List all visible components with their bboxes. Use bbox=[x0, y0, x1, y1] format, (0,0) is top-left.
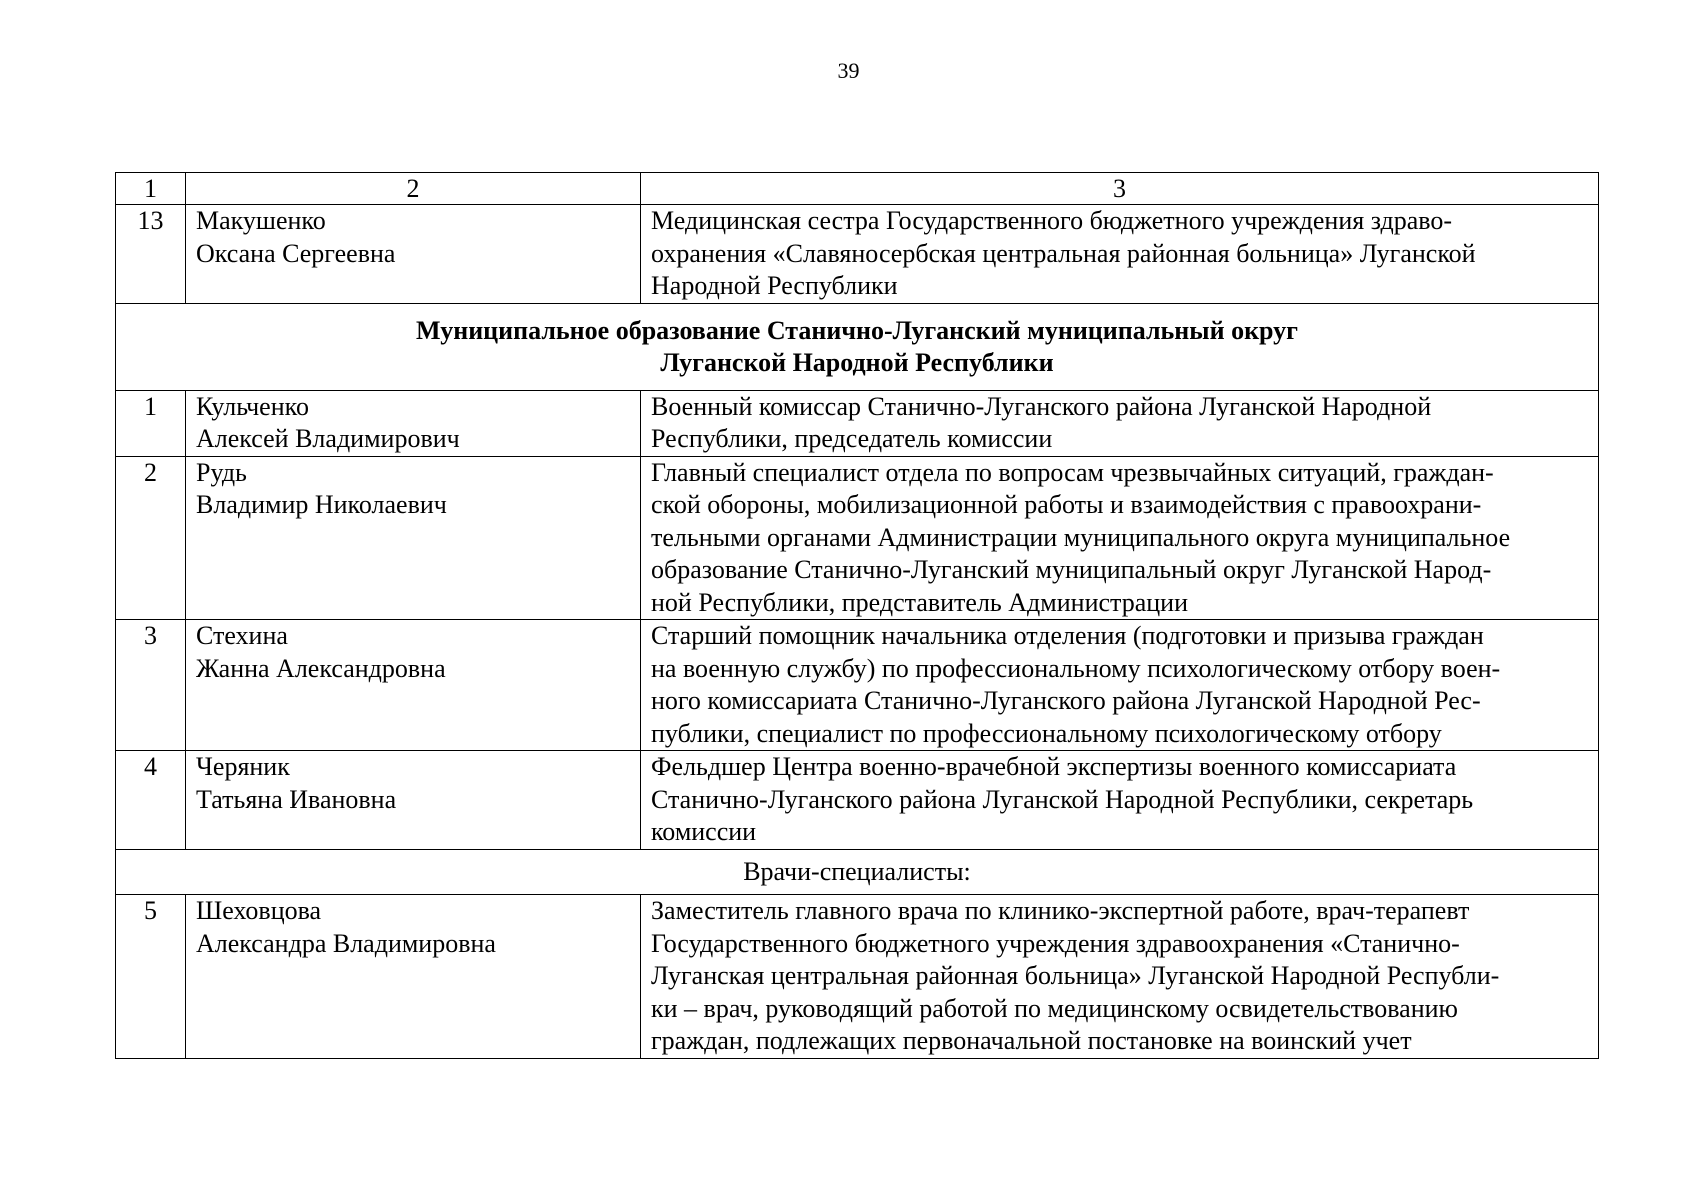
person-given-names: Владимир Николаевич bbox=[196, 490, 447, 519]
column-header-3: 3 bbox=[641, 173, 1599, 205]
row-number: 3 bbox=[116, 620, 186, 751]
table-row bbox=[116, 205, 1599, 304]
page-number: 39 bbox=[837, 58, 860, 83]
position-cell bbox=[641, 456, 1599, 620]
person-given-names: Алексей Владимирович bbox=[196, 424, 460, 453]
position-line: Медицинская сестра Государственного бюджетного учреждения здраво- bbox=[651, 206, 1453, 235]
column-header-1: 1 bbox=[116, 173, 186, 205]
position-line: комиссии bbox=[651, 817, 757, 846]
person-name-cell bbox=[186, 456, 641, 620]
position-line: Республики, председатель комиссии bbox=[651, 424, 1053, 453]
position-line: Военный комиссар Станично-Луганского района Луганской Народной bbox=[651, 391, 1432, 421]
position-cell bbox=[641, 751, 1599, 850]
position-cell bbox=[641, 205, 1599, 304]
person-surname: Шеховцова bbox=[196, 896, 322, 925]
position-line: публики, специалист по профессиональному психологическому отбору bbox=[651, 718, 1442, 748]
person-given-names: Александра Владимировна bbox=[196, 928, 496, 958]
position-cell bbox=[641, 895, 1599, 1059]
table-row bbox=[116, 390, 1599, 456]
position-line: тельными органами Администрации муниципального округа муниципальное bbox=[651, 522, 1511, 552]
position-line: ской обороны, мобилизационной работы и взаимодействия с правоохрани- bbox=[651, 490, 1482, 519]
person-surname: Кульченко bbox=[196, 391, 309, 421]
position-line: Главный специалист отдела по вопросам чрезвычайных ситуаций, граждан- bbox=[651, 457, 1494, 487]
section-heading-line-2: Луганской Народной Республики bbox=[660, 348, 1054, 377]
person-name-cell bbox=[186, 205, 641, 304]
row-number: 4 bbox=[116, 751, 186, 850]
position-line: Государственного бюджетного учреждения здравоохранения «Станично- bbox=[651, 928, 1460, 958]
person-name-cell bbox=[186, 390, 641, 456]
person-given-names: Татьяна Ивановна bbox=[196, 784, 397, 814]
table-row bbox=[116, 751, 1599, 850]
position-cell bbox=[641, 620, 1599, 751]
position-line: Луганская центральная районная больница» Луганской Народной Республи- bbox=[651, 961, 1500, 990]
person-surname: Стехина bbox=[196, 621, 288, 650]
position-cell bbox=[641, 390, 1599, 456]
person-name-cell bbox=[186, 895, 641, 1059]
position-line: образование Станично-Луганский муниципальный округ Луганской Народ- bbox=[651, 555, 1492, 584]
column-number-header-row bbox=[116, 173, 1599, 205]
commission-table bbox=[115, 172, 1599, 1059]
position-line: граждан, подлежащих первоначальной постановке на воинский учет bbox=[651, 1026, 1412, 1055]
position-line: охранения «Славяносербская центральная районная больница» Луганской bbox=[651, 238, 1476, 268]
person-surname: Рудь bbox=[196, 457, 247, 487]
position-line: Старший помощник начальника отделения (подготовки и призыва граждан bbox=[651, 621, 1484, 650]
row-number: 5 bbox=[116, 895, 186, 1059]
row-number: 13 bbox=[116, 205, 186, 304]
person-surname: Черяник bbox=[196, 752, 290, 781]
subsection-heading-row bbox=[116, 849, 1599, 895]
row-number: 2 bbox=[116, 456, 186, 620]
section-heading-line-1: Муниципальное образование Станично-Луганский муниципальный округ bbox=[416, 315, 1298, 345]
person-name-cell bbox=[186, 751, 641, 850]
column-header-2: 2 bbox=[186, 173, 641, 205]
position-line: Станично-Луганского района Луганской Народной Республики, секретарь bbox=[651, 784, 1474, 814]
subsection-heading: Врачи-специалисты: bbox=[116, 849, 1599, 895]
row-number: 1 bbox=[116, 390, 186, 456]
section-heading-row bbox=[116, 303, 1599, 390]
position-line: Фельдшер Центра военно-врачебной экспертизы военного комиссариата bbox=[651, 752, 1457, 781]
position-line: на военную службу) по профессиональному психологическому отбору воен- bbox=[651, 653, 1501, 683]
table-row bbox=[116, 620, 1599, 751]
person-given-names: Жанна Александровна bbox=[196, 653, 446, 683]
person-name-cell bbox=[186, 620, 641, 751]
position-line: ки – врач, руководящий работой по медицинскому освидетельствованию bbox=[651, 993, 1458, 1023]
section-heading bbox=[116, 303, 1599, 390]
table-row bbox=[116, 895, 1599, 1059]
table-row bbox=[116, 456, 1599, 620]
person-given-names: Оксана Сергеевна bbox=[196, 238, 396, 268]
position-line: ного комиссариата Станично-Луганского района Луганской Народной Рес- bbox=[651, 686, 1481, 715]
position-line: Народной Республики bbox=[651, 271, 898, 300]
person-surname: Макушенко bbox=[196, 206, 326, 235]
position-line: Заместитель главного врача по клинико-экспертной работе, врач-терапевт bbox=[651, 896, 1470, 925]
position-line: ной Республики, представитель Администрации bbox=[651, 587, 1188, 617]
